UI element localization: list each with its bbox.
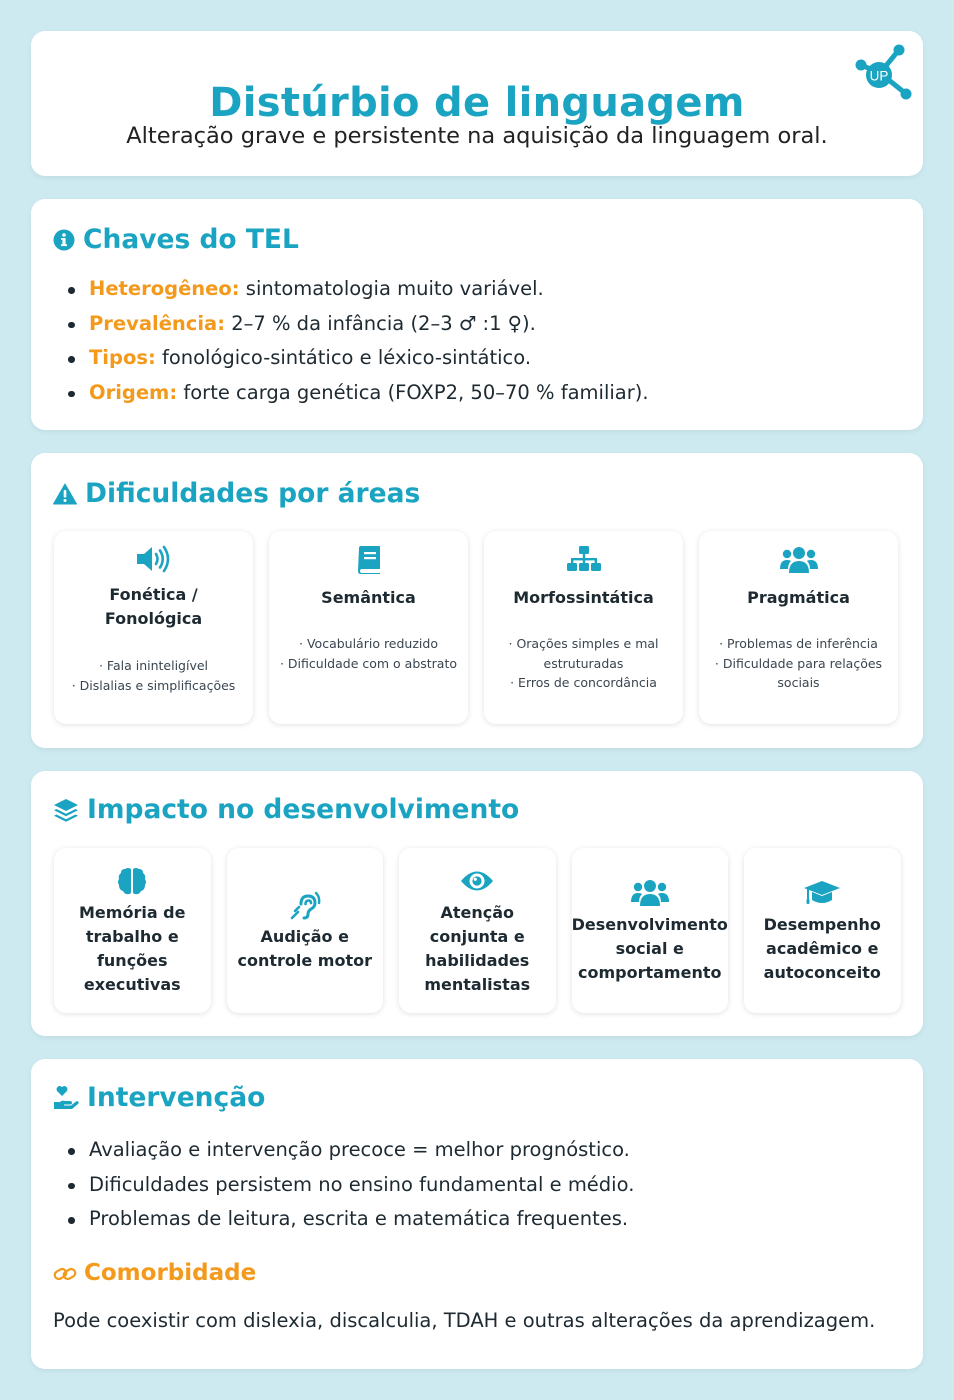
intervencao-list <box>89 1133 634 1237</box>
area-title: Pragmática <box>747 588 850 607</box>
chaves-title: Chaves do TEL <box>53 227 299 254</box>
comorbidade-title: Comorbidade <box>53 1262 256 1285</box>
page-title: Distúrbio de linguagem <box>209 80 745 126</box>
logo-text: UP <box>869 68 889 84</box>
chaves-card <box>31 199 923 430</box>
areas-row <box>54 531 898 724</box>
area-title: Morfossintática <box>513 588 654 607</box>
list-item: Heterogêneo: sintomatologia muito variável. <box>89 272 649 307</box>
impact-card: Audição e controle motor <box>227 848 384 1013</box>
list-item: Dificuldades persistem no ensino fundamental e médio. <box>89 1168 634 1203</box>
comorbidade-text: Pode coexistir com dislexia, discalculia, TDAH e outras alterações da aprendizagem. <box>53 1309 876 1332</box>
area-items: · Vocabulário reduzido · Dificuldade com o abstrato <box>279 636 458 671</box>
impacto-title: Impacto no desenvolvimento <box>53 797 519 824</box>
hand-holding-heart-icon <box>53 1085 79 1111</box>
warning-icon <box>53 483 77 505</box>
assistive-listening-icon <box>289 890 321 920</box>
header-card <box>31 31 923 176</box>
volume-icon <box>135 545 173 573</box>
layers-icon <box>53 798 79 822</box>
intervencao-card <box>31 1059 923 1369</box>
list-item: Prevalência: 2–7 % da infância (2–3 ♂ :1 ♀). <box>89 307 649 342</box>
impacto-card <box>31 771 923 1036</box>
impact-row <box>54 848 901 1013</box>
link-icon <box>53 1265 77 1283</box>
area-card-fonetica <box>54 531 253 724</box>
dificuldades-title: Dificuldades por áreas <box>53 481 420 508</box>
area-items: · Orações simples e mal estruturadas · Erros de concordância <box>508 636 659 690</box>
area-title: Fonética / Fonológica <box>104 585 203 628</box>
info-icon <box>53 229 75 251</box>
book-icon <box>356 545 382 575</box>
area-card-morfossintatica <box>484 531 683 724</box>
list-item: Tipos: fonológico-sintático e léxico-sintático. <box>89 341 649 376</box>
sitemap-icon <box>567 545 601 573</box>
users-icon <box>631 878 669 908</box>
area-card-semantica <box>269 531 468 724</box>
page-subtitle: Alteração grave e persistente na aquisição da linguagem oral. <box>126 123 828 149</box>
list-item: Problemas de leitura, escrita e matemática frequentes. <box>89 1202 634 1237</box>
intervencao-title: Intervenção <box>53 1085 265 1112</box>
area-title: Semântica <box>321 588 416 607</box>
list-item: Avaliação e intervenção precoce = melhor prognóstico. <box>89 1133 634 1168</box>
impact-card: Desenvolvimento social e comportamento <box>572 848 729 1013</box>
dificuldades-card <box>31 453 923 748</box>
area-items: · Problemas de inferência · Dificuldade para relações sociais <box>714 636 883 690</box>
area-card-pragmatica <box>699 531 898 724</box>
users-icon <box>780 545 818 575</box>
area-items: · Fala ininteligível · Dislalias e simplificações <box>71 658 236 693</box>
eye-icon <box>460 868 494 894</box>
brain-icon <box>117 866 147 896</box>
impact-card: Desempenho acadêmico e autoconceito <box>744 848 901 1013</box>
impact-card: Memória de trabalho e funções executivas <box>54 848 211 1013</box>
chaves-list <box>89 272 649 410</box>
impact-card: Atenção conjunta e habilidades mentalistas <box>399 848 556 1013</box>
list-item: Origem: forte carga genética (FOXP2, 50–70 % familiar). <box>89 376 649 411</box>
up-logo-icon <box>853 39 915 101</box>
graduation-cap-icon <box>803 879 841 907</box>
